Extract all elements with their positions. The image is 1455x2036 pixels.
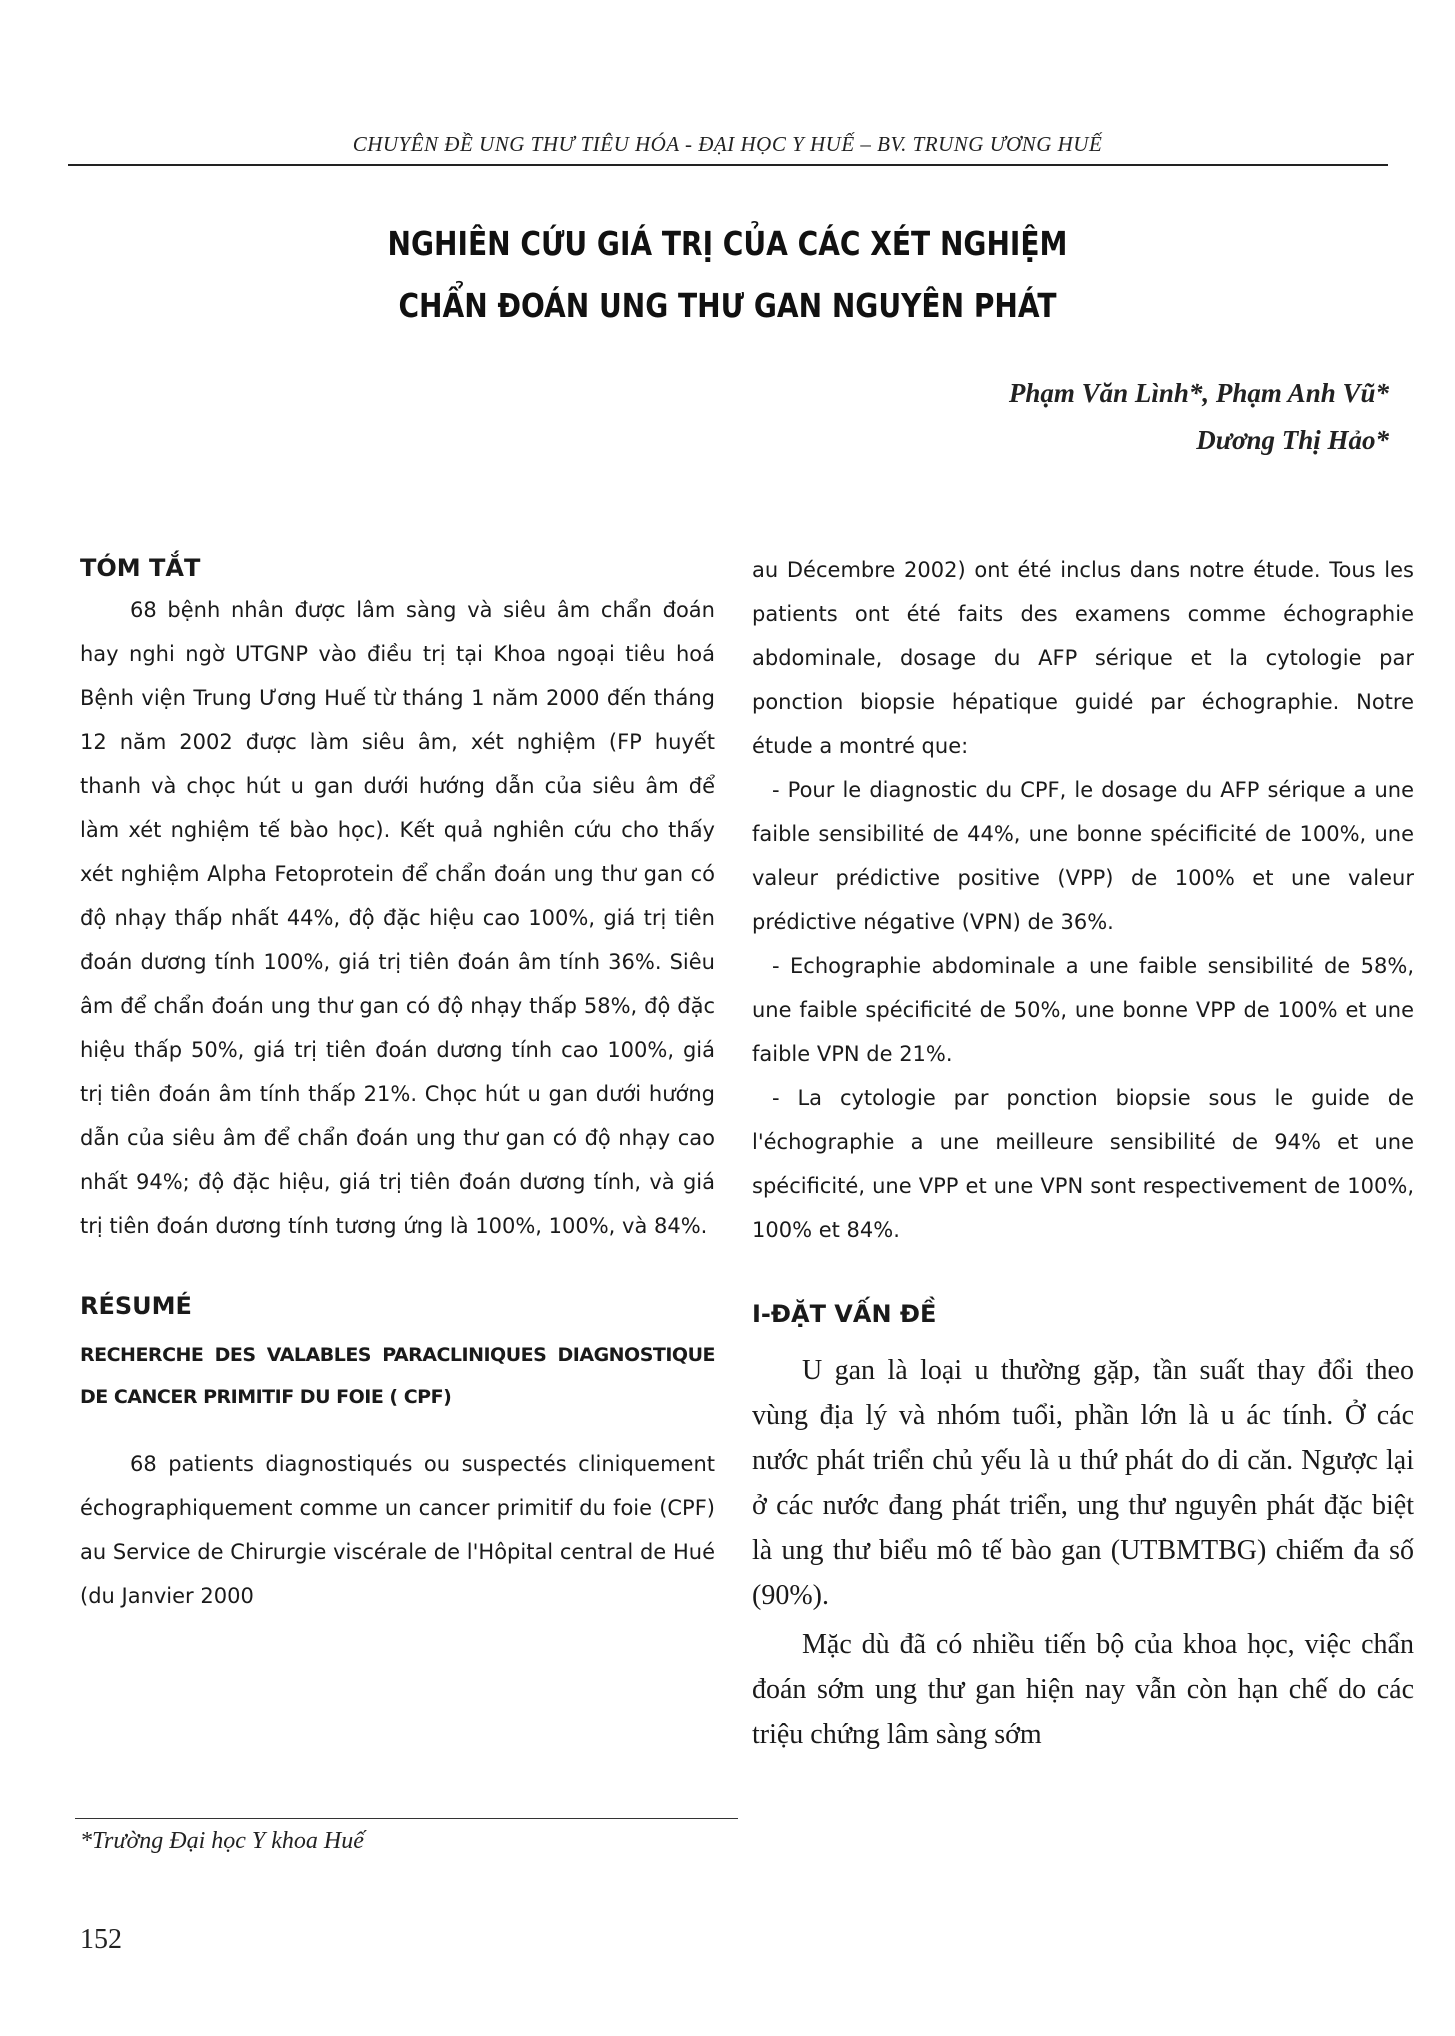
section-1-heading: I-ĐẶT VẤN ĐỀ	[752, 1300, 937, 1328]
title-line-2: CHẨN ĐOÁN UNG THƯ GAN NGUYÊN PHÁT	[398, 286, 1057, 325]
resume-point-2: - Echographie abdominale a une faible sensibilité de 58%, une faible spécificité de 50%, une bonne VPP de 100% et une faible VPN de 21%.	[752, 954, 1414, 1066]
section-1-paragraph-1: U gan là loại u thường gặp, tần suất thay đổi theo vùng địa lý và nhóm tuổi, phần lớn là u ác tính. Ở các nước phát triển chủ yếu là u thứ phát do di căn. Ngược lại ở các nước đang phát triển, ung thư nguyên phát đặc biệt là ung thư biểu mô tế bào gan (UTBMTBG) chiếm đa số (90%).	[752, 1355, 1414, 1611]
left-column	[80, 548, 715, 1618]
resume-point-1: - Pour le diagnostic du CPF, le dosage du AFP sérique a une faible sensibilité de 44%, une bonne spécificité de 100%, une valeur prédictive positive (VPP) de 100% et une valeur prédictive négative (VPN) de 36%.	[752, 778, 1414, 934]
resume-heading: RÉSUMÉ	[80, 1292, 192, 1320]
footnote: *Trường Đại học Y khoa Huế	[80, 1828, 364, 1854]
resume-point-3: - La cytologie par ponction biopsie sous le guide de l'échographie a une meilleure sensibilité de 94% et une spécificité, une VPP et une VPN sont respectivement de 100%, 100% et 84%.	[752, 1086, 1414, 1242]
authors	[1009, 370, 1389, 464]
resume-text: 68 patients diagnostiqués ou suspectés cliniquement échographiquement comme un cancer primitif du foie (CPF) au Service de Chirurgie viscérale de l'Hôpital central de Hué (du Janvier 2000	[80, 1452, 715, 1608]
summary-text: 68 bệnh nhân được lâm sàng và siêu âm chẩn đoán hay nghi ngờ UTGNP vào điều trị tại Khoa ngoại tiêu hoá Bệnh viện Trung Ương Huế từ tháng 1 năm 2000 đến tháng 12 năm 2002 được làm siêu âm, xét nghiệm (FP huyết thanh và chọc hút u gan dưới hướng dẫn của siêu âm để làm xét nghiệm tế bào học). Kết quả nghiên cứu cho thấy xét nghiệm Alpha Fetoprotein để chẩn đoán ung thư gan có độ nhạy thấp nhất 44%, độ đặc hiệu cao 100%, giá trị tiên đoán dương tính 100%, giá trị tiên đoán âm tính 36%. Siêu âm để chẩn đoán ung thư gan có độ nhạy thấp 58%, độ đặc hiệu thấp 50%, giá trị tiên đoán dương tính cao 100%, giá trị tiên đoán âm tính thấp 21%. Chọc hút u gan dưới hướng dẫn của siêu âm để chẩn đoán ung thư gan có độ nhạy cao nhất 94%; độ đặc hiệu, giá trị tiên đoán dương tính, và giá trị tiên đoán dương tính tương ứng là 100%, 100%, và 84%.	[80, 598, 715, 1238]
summary-heading: TÓM TẮT	[80, 554, 201, 582]
authors-line-2: Dương Thị Hảo*	[1196, 425, 1389, 455]
section-1-paragraph-2: Mặc dù đã có nhiều tiến bộ của khoa học, việc chẩn đoán sớm ung thư gan hiện nay vẫn còn hạn chế do các triệu chứng lâm sàng sớm	[752, 1629, 1414, 1750]
authors-line-1: Phạm Văn Lình*, Phạm Anh Vũ*	[1008, 378, 1389, 408]
article-title	[109, 213, 1346, 337]
resume-subheading: RECHERCHE DES VALABLES PARACLINIQUES DIAGNOSTIQUE DE CANCER PRIMITIF DU FOIE ( CPF)	[80, 1344, 715, 1408]
footnote-rule	[75, 1818, 738, 1819]
header-rule	[68, 164, 1388, 166]
resume-continued: au Décembre 2002) ont été inclus dans notre étude. Tous les patients ont été faits des examens comme échographie abdominale, dosage du AFP sérique et la cytologie par ponction biopsie hépatique guidé par échographie. Notre étude a montré que:	[752, 558, 1414, 758]
page-number: 152	[80, 1924, 122, 1955]
right-column	[752, 548, 1414, 1757]
title-line-1: NGHIÊN CỨU GIÁ TRỊ CỦA CÁC XÉT NGHIỆM	[387, 224, 1068, 263]
running-header: CHUYÊN ĐỀ UNG THƯ TIÊU HÓA - ĐẠI HỌC Y HUẾ – BV. TRUNG ƯƠNG HUẾ	[352, 132, 1103, 156]
